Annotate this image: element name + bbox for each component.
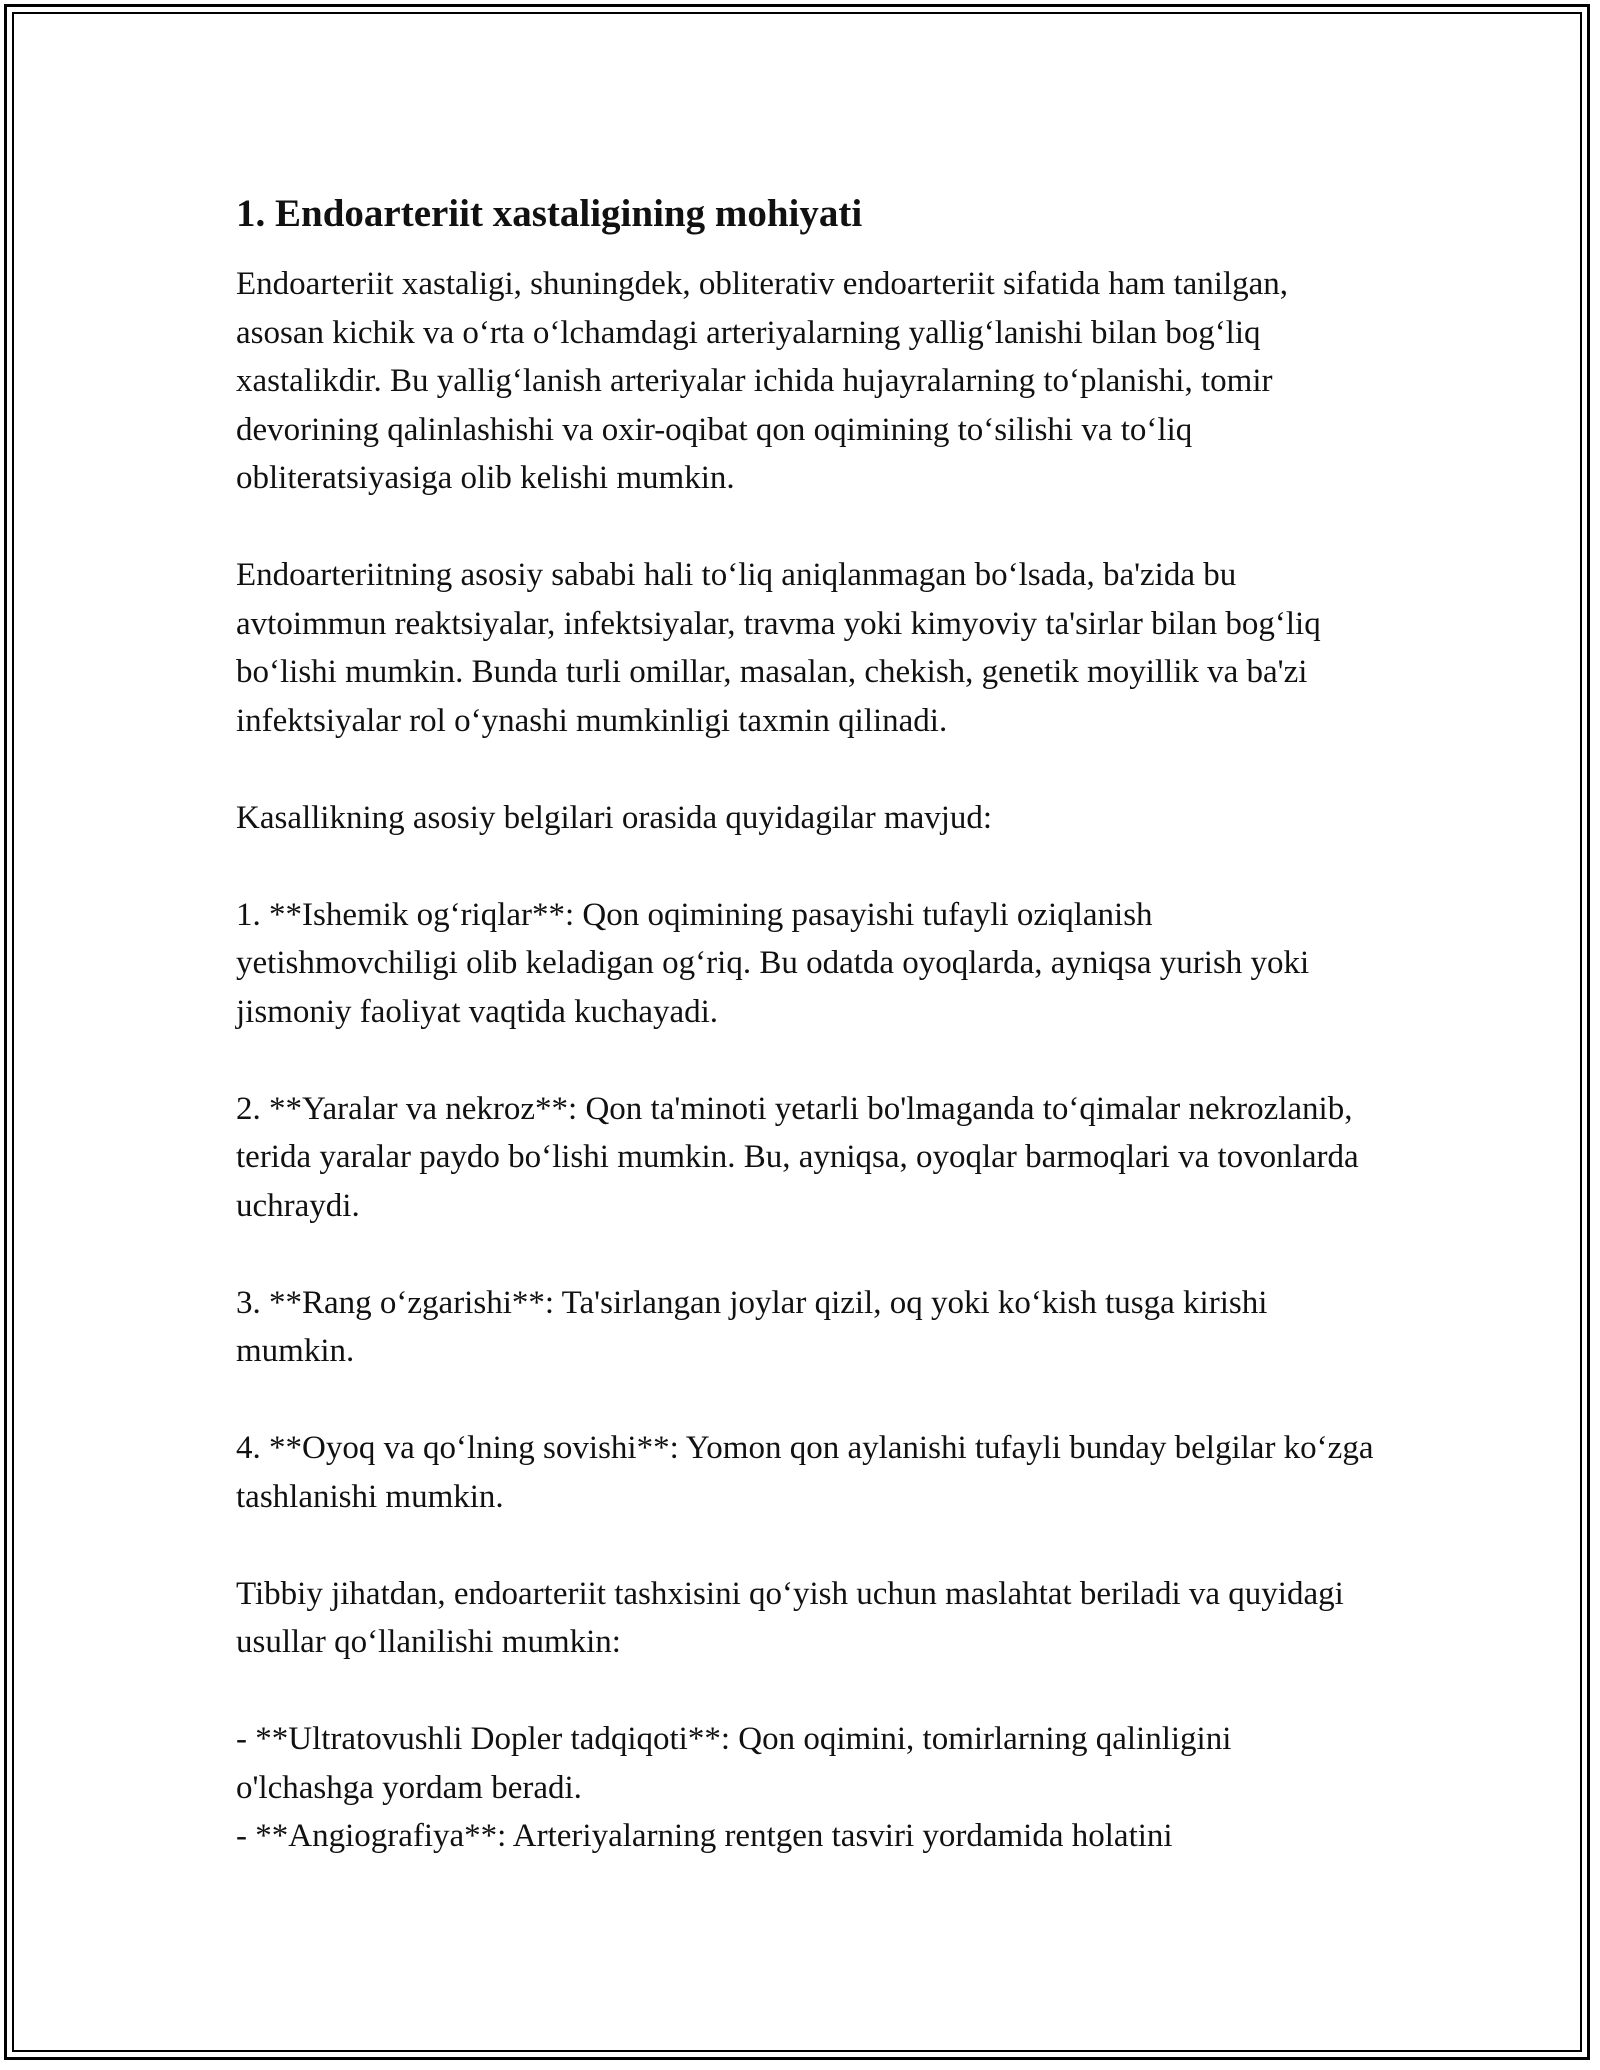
symptom-item-4: 4. **Oyoq va qo‘lning sovishi**: Yomon qon aylanishi tufayli bunday belgilar ko‘zga tashlanishi mumkin. bbox=[236, 1430, 1374, 1515]
section-heading: 1. Endoarteriit xastaligining mohiyati bbox=[236, 192, 863, 235]
paragraph-diagnosis-intro: Tibbiy jihatdan, endoarteriit tashxisini qo‘yish uchun maslahtat beriladi va quyidagi usullar qo‘llanilishi mumkin: bbox=[236, 1575, 1344, 1660]
paragraph-symptoms-intro: Kasallikning asosiy belgilari orasida quyidagilar mavjud: bbox=[236, 799, 993, 836]
symptom-item-3: 3. **Rang o‘zgarishi**: Ta'sirlangan joylar qizil, oq yoki ko‘kish tusga kirishi mumkin. bbox=[236, 1284, 1268, 1369]
symptom-item-1: 1. **Ishemik og‘riqlar**: Qon oqimining pasayishi tufayli oziqlanish yetishmovchiligi olib keladigan og‘riq. Bu odatda oyoqlarda, ayniqsa yurish yoki jismoniy faoliyat vaqtida kuchayadi. bbox=[236, 896, 1310, 1030]
diagnosis-list-item-2: - **Angiografiya**: Arteriyalarning rentgen tasviri yordamida holatini bbox=[236, 1818, 1173, 1854]
symptom-item-2: 2. **Yaralar va nekroz**: Qon ta'minoti yetarli bo'lmaganda to‘qimalar nekrozlanib, terida yaralar paydo bo‘lishi mumkin. Bu, ayniqsa, oyoqlar barmoqlari va tovonlarda uchraydi. bbox=[236, 1090, 1359, 1224]
paragraph-causes: Endoarteriitning asosiy sababi hali to‘liq aniqlanmagan bo‘lsada, ba'zida bu avtoimmun reaktsiyalar, infektsiyalar, travma yoki kimyoviy ta'sirlar bilan bog‘liq bo‘lishi mumkin. Bunda turli omillar, masalan, chekish, genetik moyillik va ba'zi infektsiyalar rol o‘ynashi mumkinligi taxmin qilinadi. bbox=[236, 557, 1321, 739]
document-body bbox=[236, 188, 1376, 1861]
diagnosis-list-item-1: - **Ultratovushli Dopler tadqiqoti**: Qon oqimini, tomirlarning qalinligini o'lchashga yordam beradi. bbox=[236, 1721, 1232, 1806]
paragraph-definition: Endoarteriit xastaligi, shuningdek, obliterativ endoarteriit sifatida ham tanilgan, asosan kichik va o‘rta o‘lchamdagi arteriyalarning yallig‘lanishi bilan bog‘liq xastalikdir. Bu yallig‘lanish arteriyalar ichida hujayralarning to‘planishi, tomir devorining qalinlashishi va oxir-oqibat qon oqimining to‘silishi va to‘liq obliteratsiyasiga olib kelishi mumkin. bbox=[236, 266, 1289, 496]
